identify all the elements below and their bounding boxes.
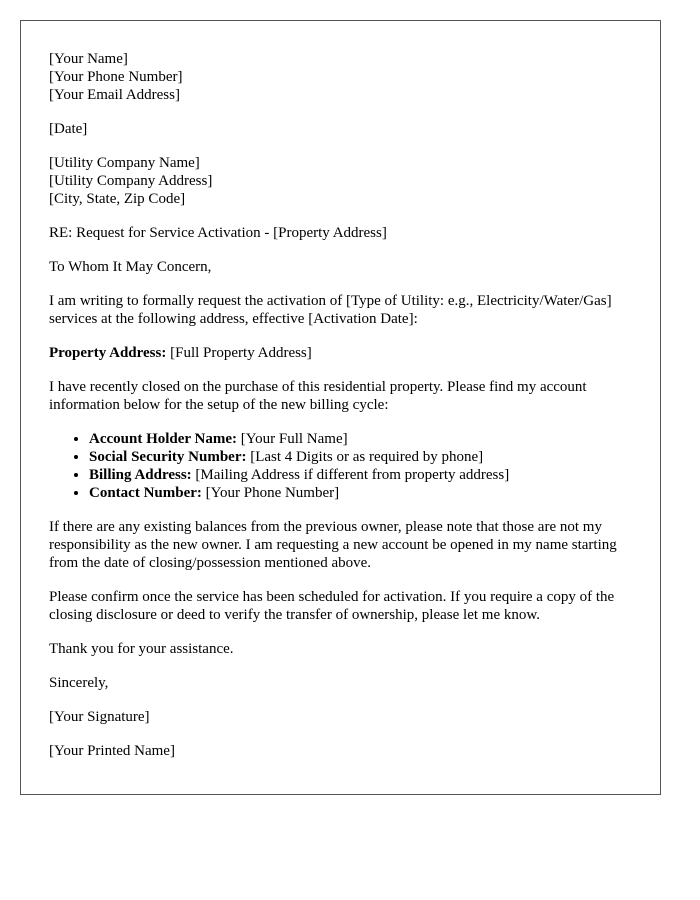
recipient-address: [Utility Company Address] [49, 173, 213, 189]
item-label: Account Holder Name: [89, 431, 238, 447]
property-value: [Full Property Address] [166, 345, 312, 361]
list-item [89, 484, 630, 502]
list-item [89, 466, 630, 484]
sender-block [49, 50, 630, 104]
printed-name-line: [Your Printed Name] [49, 743, 175, 759]
item-value: [Your Phone Number] [201, 485, 340, 501]
item-value: [Last 4 Digits or as required by phone] [246, 449, 484, 465]
item-value: [Your Full Name] [237, 431, 348, 447]
intro-paragraph: I am writing to formally request the activation of [Type of Utility: e.g., Electricity/Water/Gas] services at the following address, effective [Activation Date]: [49, 293, 612, 327]
closing-line: Sincerely, [49, 675, 109, 691]
account-list [49, 430, 630, 502]
item-label: Social Security Number: [89, 449, 247, 465]
salutation: To Whom It May Concern, [49, 259, 212, 275]
sender-phone: [Your Phone Number] [49, 69, 183, 85]
item-label: Contact Number: [89, 485, 202, 501]
signature-line: [Your Signature] [49, 709, 150, 725]
account-intro: I have recently closed on the purchase of this residential property. Please find my account information below for the setup of the new billing cycle: [49, 379, 587, 413]
list-item [89, 430, 630, 448]
sender-email: [Your Email Address] [49, 87, 180, 103]
property-label: Property Address: [49, 345, 167, 361]
letter [20, 20, 661, 795]
thanks-line: Thank you for your assistance. [49, 641, 234, 657]
confirm-paragraph: Please confirm once the service has been scheduled for activation. If you require a copy of the closing disclosure or deed to verify the transfer of ownership, please let me know. [49, 589, 615, 623]
property-address [49, 344, 630, 362]
balances-paragraph: If there are any existing balances from the previous owner, please note that those are not my responsibility as the new owner. I am requesting a new account be opened in my name starting from the date of closing/possession mentioned above. [49, 519, 617, 571]
recipient-block [49, 154, 630, 208]
recipient-company: [Utility Company Name] [49, 155, 200, 171]
list-item [89, 448, 630, 466]
subject-line: RE: Request for Service Activation - [Property Address] [49, 225, 387, 241]
letter-date: [Date] [49, 121, 88, 137]
item-label: Billing Address: [89, 467, 192, 483]
item-value: [Mailing Address if different from property address] [191, 467, 510, 483]
sender-name: [Your Name] [49, 51, 128, 67]
recipient-city: [City, State, Zip Code] [49, 191, 186, 207]
